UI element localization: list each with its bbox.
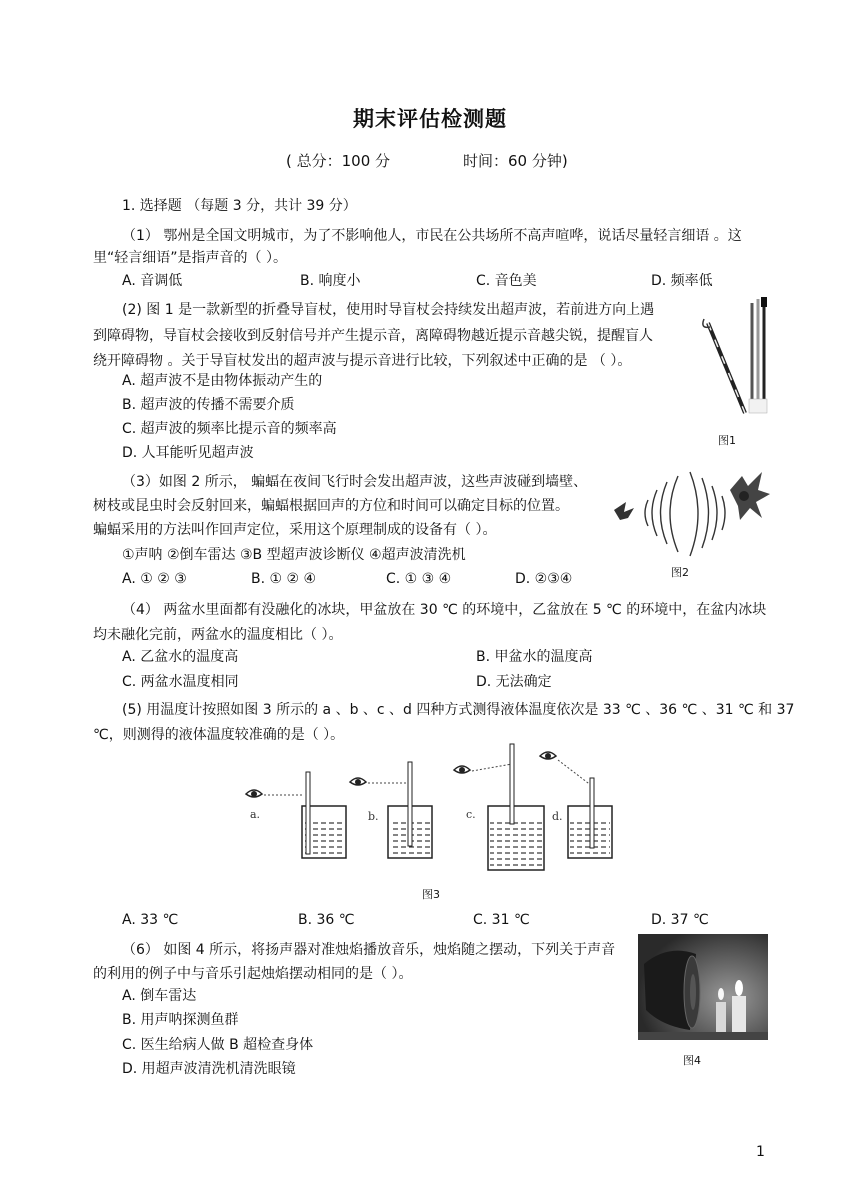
- q2-option-a: A. 超声波不是由物体振动产生的: [122, 373, 323, 389]
- q4-line2: 均未融化完前，两盆水的温度相比（ ）。: [93, 627, 343, 643]
- q3-devices: ①声呐 ②倒车雷达 ③B 型超声波诊断仪 ④超声波清洗机: [122, 547, 466, 563]
- method-c: [454, 744, 544, 870]
- page-number: 1: [756, 1144, 765, 1160]
- thermometer-reading-figure: [240, 742, 630, 872]
- figure-3-caption: 图3: [422, 888, 440, 901]
- q4-option-b: B. 甲盆水的温度高: [476, 649, 593, 665]
- q4-option-d: D. 无法确定: [476, 674, 552, 690]
- label-a: a.: [250, 808, 261, 821]
- q5-line2: ℃，则测得的液体温度较准确的是（ ）。: [93, 727, 345, 743]
- method-a: [246, 772, 346, 858]
- q4-option-a: A. 乙盆水的温度高: [122, 649, 239, 665]
- q5-line1: (5) 用温度计按照如图 3 所示的 a 、b 、c 、d 四种方式测得液体温度依次是 33 ℃ 、36 ℃ 、31 ℃ 和 37: [122, 702, 795, 718]
- label-d: d.: [552, 810, 563, 823]
- total-score: ( 总分：100 分: [286, 152, 391, 170]
- q2-option-b: B. 超声波的传播不需要介质: [122, 397, 295, 413]
- method-b: [350, 762, 432, 858]
- q1-option-a: A. 音调低: [122, 273, 183, 289]
- label-b: b.: [368, 810, 379, 823]
- q5-option-c: C. 31 ℃: [473, 912, 530, 928]
- q4-option-c: C. 两盆水温度相同: [122, 674, 239, 690]
- q6-option-b: B. 用声呐探测鱼群: [122, 1012, 239, 1028]
- page-title: 期末评估检测题: [353, 107, 507, 131]
- bat-echolocation-figure: [612, 468, 772, 560]
- q1-option-d: D. 频率低: [651, 273, 713, 289]
- section-heading: 1. 选择题 （每题 3 分，共计 39 分）: [122, 198, 357, 214]
- q5-option-d: D. 37 ℃: [651, 912, 709, 928]
- q3-line2: 树枝或昆虫时会反射回来，蝙蝠根据回声的方位和时间可以确定目标的位置。: [93, 498, 569, 514]
- q3-line1: （3）如图 2 所示， 蝙蝠在夜间飞行时会发出超声波，这些声波碰到墙壁、: [122, 474, 588, 490]
- q3-option-c: C. ① ③ ④: [386, 571, 452, 587]
- q2-line1: (2) 图 1 是一款新型的折叠导盲杖，使用时导盲杖会持续发出超声波，若前进方向上遇: [122, 302, 655, 318]
- q3-line3: 蝙蝠采用的方法叫作回声定位，采用这个原理制成的设备有（ ）。: [93, 522, 497, 538]
- q6-line1: （6） 如图 4 所示，将扬声器对准烛焰播放音乐，烛焰随之摆动，下列关于声音: [122, 942, 616, 958]
- q3-option-a: A. ① ② ③: [122, 571, 187, 587]
- q1-option-c: C. 音色美: [476, 273, 537, 289]
- time-limit: 时间：60 分钟): [463, 152, 568, 170]
- q1-line1: （1） 鄂州是全国文明城市，为了不影响他人，市民在公共场所不高声喧哗，说话尽量轻言细语 。这: [122, 228, 742, 244]
- q3-option-b: B. ① ② ④: [251, 571, 317, 587]
- q6-option-a: A. 倒车雷达: [122, 988, 197, 1004]
- speaker-candle-photo: [638, 934, 768, 1040]
- figure-2-caption: 图2: [671, 566, 689, 579]
- figure-4-caption: 图4: [683, 1054, 701, 1067]
- figure-1-caption: 图1: [718, 434, 736, 447]
- q5-option-b: B. 36 ℃: [298, 912, 355, 928]
- q1-option-b: B. 响度小: [300, 273, 361, 289]
- q2-option-d: D. 人耳能听见超声波: [122, 445, 254, 461]
- q6-option-d: D. 用超声波清洗机清洗眼镜: [122, 1061, 296, 1077]
- q6-option-c: C. 医生给病人做 B 超检查身体: [122, 1037, 314, 1053]
- q3-option-d: D. ②③④: [515, 571, 573, 587]
- q6-line2: 的利用的例子中与音乐引起烛焰摆动相同的是（ ）。: [93, 966, 413, 982]
- q2-line3: 绕开障碍物 。关于导盲杖发出的超声波与提示音进行比较，下列叙述中正确的是 （ ）。: [93, 353, 632, 369]
- q2-line2: 到障碍物，导盲杖会接收到反射信号并产生提示音，离障碍物越近提示音越尖锐，提醒盲人: [93, 328, 653, 344]
- folding-cane-figure: [700, 295, 775, 420]
- q4-line1: （4） 两盆水里面都有没融化的冰块，甲盆放在 30 ℃ 的环境中，乙盆放在 5 ℃ 的环境中，在盆内冰块: [122, 602, 767, 618]
- q5-option-a: A. 33 ℃: [122, 912, 179, 928]
- method-d: [540, 752, 612, 858]
- q2-option-c: C. 超声波的频率比提示音的频率高: [122, 421, 337, 437]
- label-c: c.: [466, 808, 476, 821]
- q1-line2: 里“轻言细语”是指声音的（ ）。: [93, 250, 287, 266]
